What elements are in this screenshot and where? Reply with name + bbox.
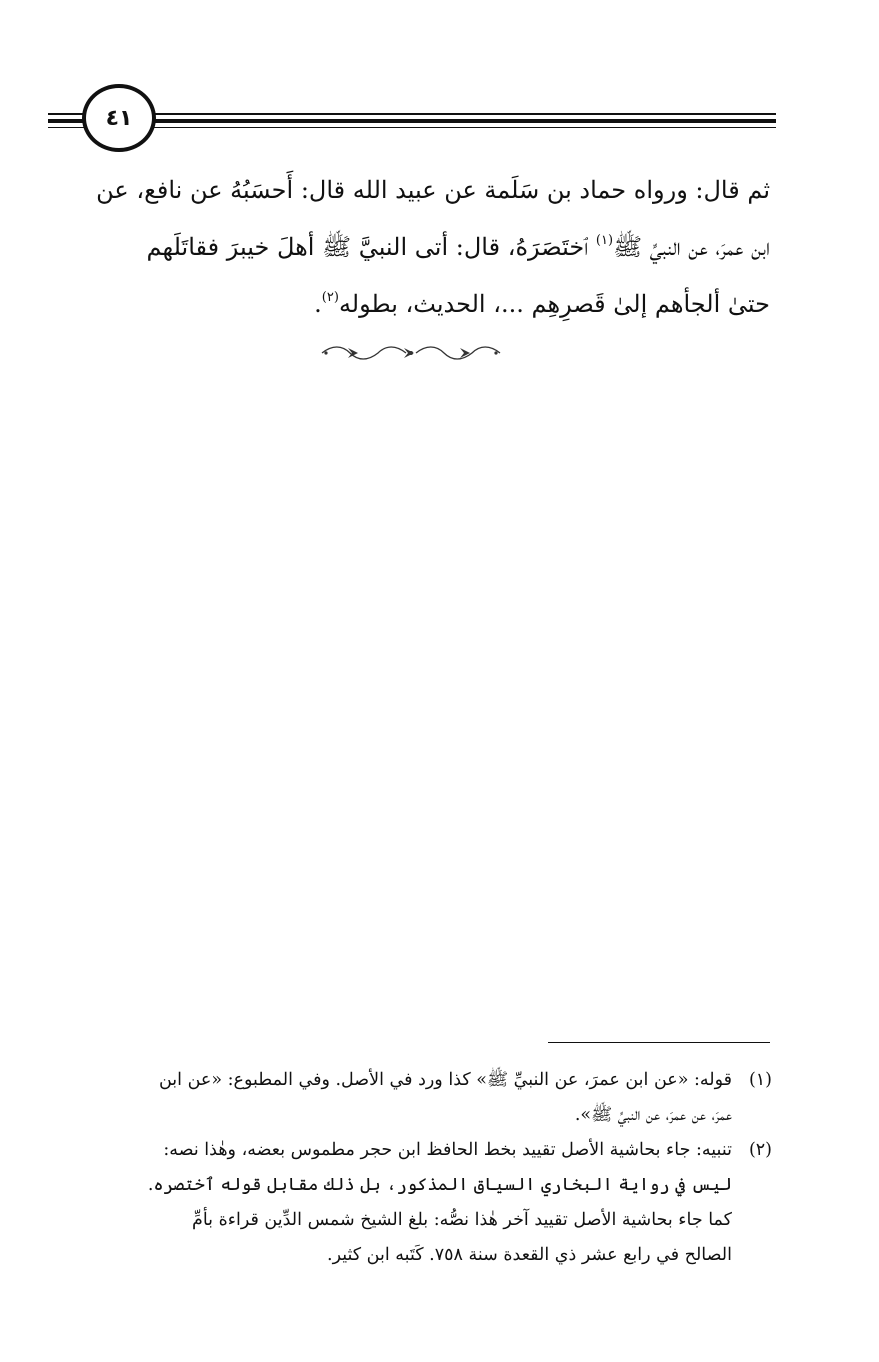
page-number-badge <box>82 84 156 152</box>
footnote-rule <box>548 1042 770 1043</box>
footnote-number: (٢) <box>748 1140 772 1160</box>
footnote-line: تنبيه: جاء بحاشية الأصل تقييد بخط الحافظ ابن حجر مطموس بعضه، وهٰذا نصه: <box>163 1140 732 1160</box>
main-text-segment: . <box>314 290 322 318</box>
footnote-line: قوله: «عن ابن عمرَ، عن النبيِّ ﷺ» كذا ورد في الأصل. وفي المطبوع: «عن ابن <box>158 1070 732 1090</box>
footnote-line: كما جاء بحاشية الأصل تقييد آخر هٰذا نصُّه: بلغ الشيخ شمس الدِّين قراءة بأمِّ <box>191 1210 732 1230</box>
footnote-line: الصالح في رابع عشر ذي القعدة سنة ٧٥٨. كَتَبه ابن كثير. <box>327 1245 732 1265</box>
footnote-number: (١) <box>748 1070 772 1090</box>
footnote-item <box>44 1063 772 1133</box>
footnote-line: ليس في رواية البخاري السياق المذكور، بل ذلك مقابل قوله ٱختصره. <box>147 1175 732 1195</box>
main-text-line: ثم قال: ورواه حماد بن سَلَمة عن عبيد الله قال: أَحسَبُهُ عن نافع، عن <box>96 176 770 204</box>
page-number: ٤١ <box>105 105 133 131</box>
footnote-ref-1[interactable]: (١) <box>595 233 614 248</box>
main-text-line <box>48 276 770 333</box>
main-text-line <box>48 219 770 276</box>
main-text-segment: حتىٰ ألجأهم إلىٰ قَصرِهِم ...، الحديث، بطوله <box>338 290 770 318</box>
header-rule-middle <box>48 119 776 123</box>
header-rule-top <box>48 113 776 115</box>
footnote-item <box>44 1133 772 1273</box>
main-text <box>48 162 770 333</box>
footnote-line: عمرَ، عن عمرَ، عن النبيِّ ﷺ». <box>574 1105 732 1125</box>
footnote-body <box>44 1063 732 1133</box>
footnote-ref-2[interactable]: (٢) <box>321 290 339 305</box>
footnote-body <box>44 1133 732 1273</box>
section-ornament-icon <box>318 344 504 362</box>
footnotes <box>44 1063 772 1273</box>
main-text-segment: ٱختَصَرَهُ، قال: أتى النبيَّ ﷺ أهلَ خيبرَ فقاتَلَهم <box>146 233 596 261</box>
main-text-segment: ابن عمرَ، عن النبيِّ ﷺ <box>613 233 770 261</box>
header-rule-bottom <box>48 127 776 128</box>
